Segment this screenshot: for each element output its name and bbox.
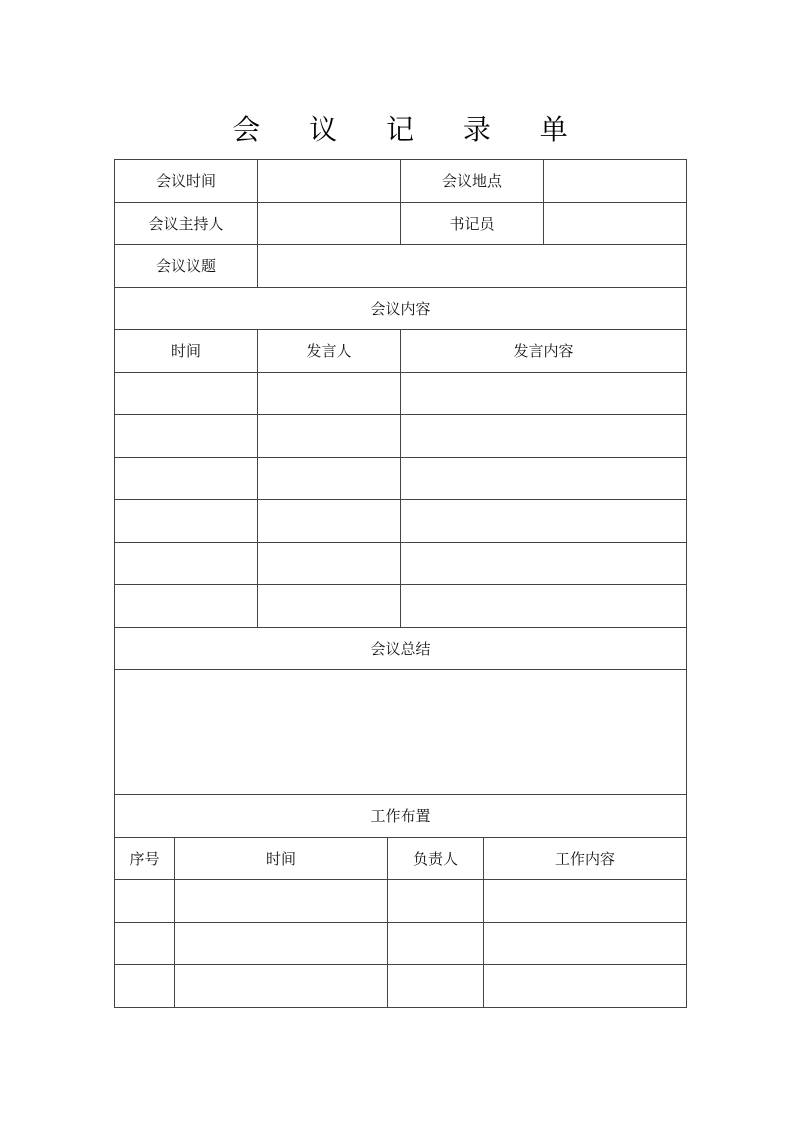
content-speech-cell[interactable]	[401, 372, 687, 415]
page-title: 会 议 记 录 单	[232, 113, 588, 146]
work-number-cell[interactable]	[115, 880, 175, 923]
table-row	[115, 965, 687, 1008]
meeting-host-label: 会议主持人	[115, 202, 258, 245]
work-number-cell[interactable]	[115, 965, 175, 1008]
work-header-time: 时间	[175, 837, 388, 880]
content-speaker-cell[interactable]	[258, 585, 401, 628]
meeting-place-label: 会议地点	[401, 160, 544, 203]
work-task-cell[interactable]	[484, 880, 687, 923]
content-time-cell[interactable]	[115, 457, 258, 500]
content-time-cell[interactable]	[115, 585, 258, 628]
table-row	[115, 585, 687, 628]
work-owner-cell[interactable]	[388, 880, 484, 923]
meeting-place-field[interactable]	[544, 160, 687, 203]
work-section-row	[115, 795, 687, 838]
work-owner-cell[interactable]	[388, 922, 484, 965]
table-row	[115, 922, 687, 965]
meeting-topic-field[interactable]	[258, 245, 687, 288]
content-header-row	[115, 330, 687, 373]
content-time-cell[interactable]	[115, 415, 258, 458]
table-row	[115, 415, 687, 458]
summary-section-title: 会议总结	[115, 627, 687, 670]
work-task-cell[interactable]	[484, 922, 687, 965]
content-time-cell[interactable]	[115, 542, 258, 585]
recorder-label: 书记员	[401, 202, 544, 245]
table-row	[115, 372, 687, 415]
recorder-field[interactable]	[544, 202, 687, 245]
content-speech-cell[interactable]	[401, 415, 687, 458]
meeting-topic-label: 会议议题	[115, 245, 258, 288]
content-header-time: 时间	[115, 330, 258, 373]
content-speaker-cell[interactable]	[258, 542, 401, 585]
table-row	[115, 500, 687, 543]
table-row	[115, 542, 687, 585]
content-speaker-cell[interactable]	[258, 415, 401, 458]
content-time-cell[interactable]	[115, 500, 258, 543]
work-header-task: 工作内容	[484, 837, 687, 880]
meeting-time-field[interactable]	[258, 160, 401, 203]
content-time-cell[interactable]	[115, 372, 258, 415]
content-speaker-cell[interactable]	[258, 457, 401, 500]
work-time-cell[interactable]	[175, 922, 388, 965]
work-section-title: 工作布置	[115, 795, 687, 838]
content-header-speech: 发言内容	[401, 330, 687, 373]
summary-section-row	[115, 627, 687, 670]
meeting-host-field[interactable]	[258, 202, 401, 245]
content-speaker-cell[interactable]	[258, 372, 401, 415]
content-speaker-cell[interactable]	[258, 500, 401, 543]
meeting-time-label: 会议时间	[115, 160, 258, 203]
work-time-cell[interactable]	[175, 880, 388, 923]
meeting-record-table	[114, 159, 687, 1008]
content-section-title: 会议内容	[115, 287, 687, 330]
content-header-speaker: 发言人	[258, 330, 401, 373]
info-row-host-recorder	[115, 202, 687, 245]
work-header-owner: 负责人	[388, 837, 484, 880]
work-time-cell[interactable]	[175, 965, 388, 1008]
table-row	[115, 457, 687, 500]
content-speech-cell[interactable]	[401, 542, 687, 585]
table-row	[115, 880, 687, 923]
info-row-topic	[115, 245, 687, 288]
summary-body-row	[115, 670, 687, 795]
work-header-row	[115, 837, 687, 880]
work-header-number: 序号	[115, 837, 175, 880]
content-section-row	[115, 287, 687, 330]
content-speech-cell[interactable]	[401, 457, 687, 500]
info-row-time-place	[115, 160, 687, 203]
work-number-cell[interactable]	[115, 922, 175, 965]
work-owner-cell[interactable]	[388, 965, 484, 1008]
content-speech-cell[interactable]	[401, 500, 687, 543]
work-task-cell[interactable]	[484, 965, 687, 1008]
content-speech-cell[interactable]	[401, 585, 687, 628]
summary-text-area[interactable]	[115, 670, 687, 795]
